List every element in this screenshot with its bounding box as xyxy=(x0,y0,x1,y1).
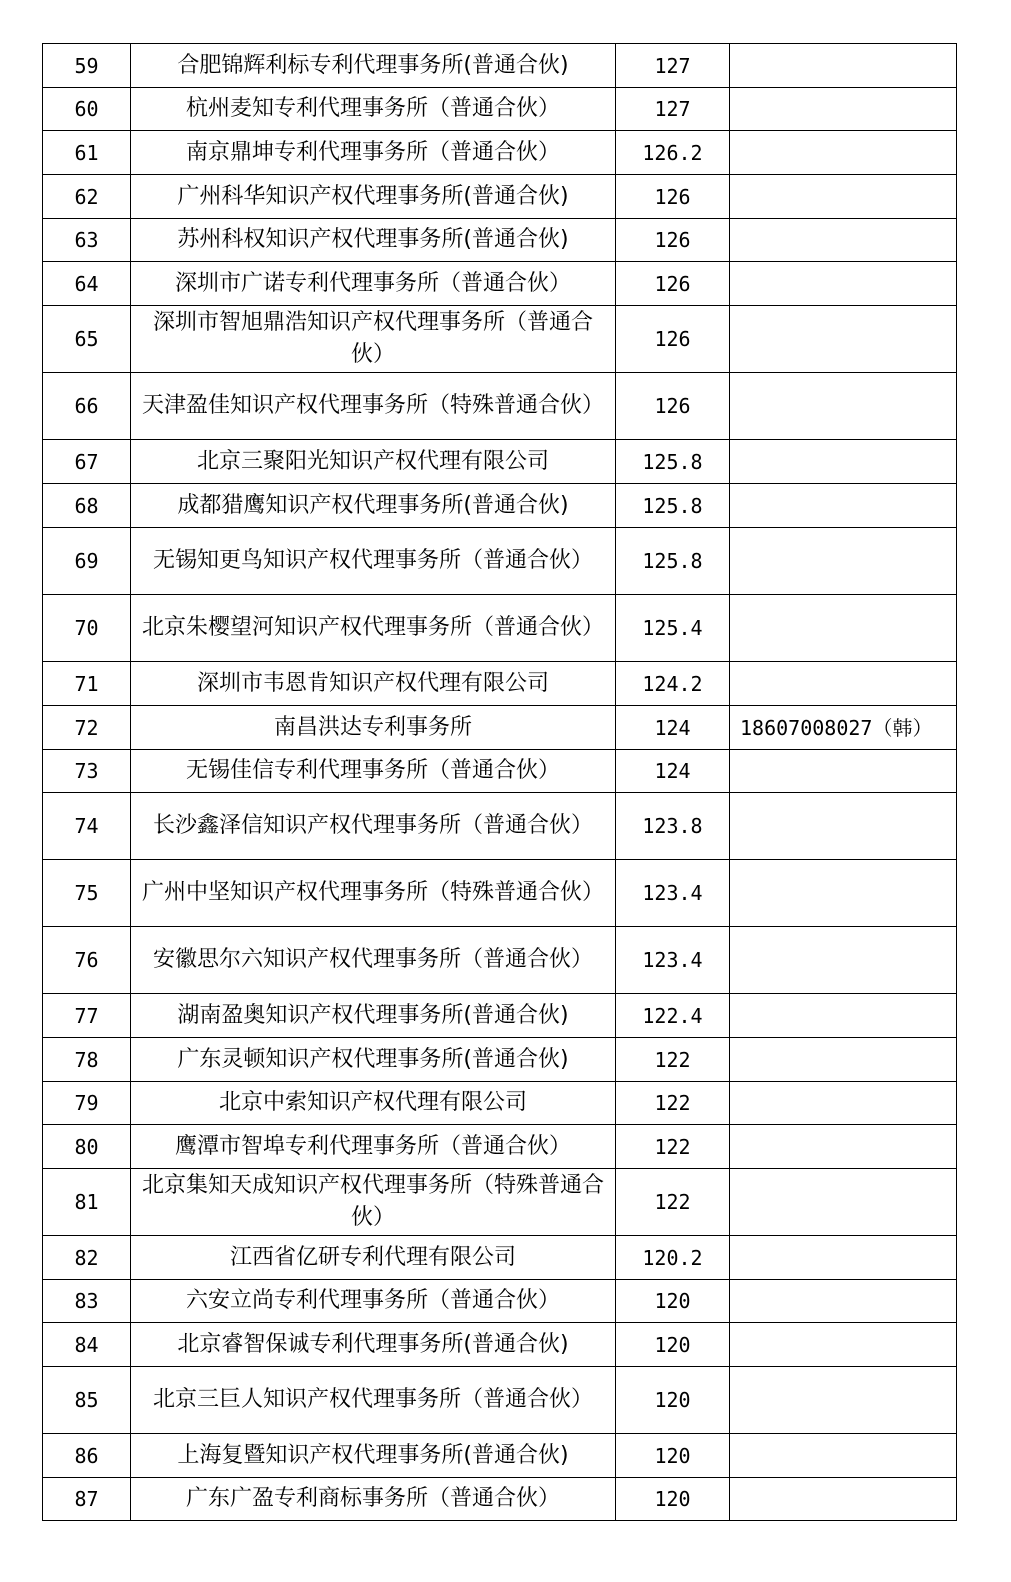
table-row xyxy=(43,44,957,88)
table-row xyxy=(43,706,957,750)
table-row xyxy=(43,88,957,131)
agency-name-cell: 成都猎鹰知识产权代理事务所(普通合伙) xyxy=(131,484,616,528)
row-number-cell: 78 xyxy=(43,1038,131,1082)
contact-cell xyxy=(730,528,957,595)
score-cell: 122 xyxy=(616,1125,730,1169)
table-row xyxy=(43,262,957,306)
contact-cell xyxy=(730,1367,957,1434)
row-number-cell: 81 xyxy=(43,1169,131,1236)
row-number-cell: 70 xyxy=(43,595,131,662)
table-row xyxy=(43,440,957,484)
row-number-cell: 83 xyxy=(43,1280,131,1323)
agency-name-cell: 上海复暨知识产权代理事务所(普通合伙) xyxy=(131,1434,616,1478)
row-number-cell: 76 xyxy=(43,927,131,994)
row-number-cell: 75 xyxy=(43,860,131,927)
agency-name-cell: 深圳市广诺专利代理事务所（普通合伙） xyxy=(131,262,616,306)
contact-cell xyxy=(730,131,957,175)
table-row xyxy=(43,1280,957,1323)
contact-cell xyxy=(730,1478,957,1521)
contact-cell xyxy=(730,1280,957,1323)
contact-cell xyxy=(730,1082,957,1125)
table-row xyxy=(43,994,957,1038)
score-cell: 126 xyxy=(616,262,730,306)
score-cell: 120 xyxy=(616,1478,730,1521)
score-cell: 126 xyxy=(616,219,730,262)
score-cell: 125.8 xyxy=(616,440,730,484)
table-row xyxy=(43,750,957,793)
agency-name-cell: 苏州科权知识产权代理事务所(普通合伙) xyxy=(131,219,616,262)
score-cell: 126 xyxy=(616,306,730,373)
row-number-cell: 79 xyxy=(43,1082,131,1125)
agency-name-cell: 天津盈佳知识产权代理事务所（特殊普通合伙） xyxy=(131,373,616,440)
score-cell: 122 xyxy=(616,1038,730,1082)
row-number-cell: 77 xyxy=(43,994,131,1038)
score-cell: 127 xyxy=(616,44,730,88)
score-cell: 126 xyxy=(616,175,730,219)
agency-name-cell: 安徽思尔六知识产权代理事务所（普通合伙） xyxy=(131,927,616,994)
row-number-cell: 68 xyxy=(43,484,131,528)
agency-name-cell: 无锡佳信专利代理事务所（普通合伙） xyxy=(131,750,616,793)
row-number-cell: 85 xyxy=(43,1367,131,1434)
contact-cell xyxy=(730,484,957,528)
table-row xyxy=(43,1236,957,1280)
score-cell: 123.4 xyxy=(616,927,730,994)
contact-cell: 18607008027（韩） xyxy=(730,706,957,750)
row-number-cell: 72 xyxy=(43,706,131,750)
agency-name-cell: 湖南盈奥知识产权代理事务所(普通合伙) xyxy=(131,994,616,1038)
agency-name-cell: 北京三巨人知识产权代理事务所（普通合伙） xyxy=(131,1367,616,1434)
row-number-cell: 64 xyxy=(43,262,131,306)
score-cell: 125.8 xyxy=(616,528,730,595)
table-row xyxy=(43,528,957,595)
row-number-cell: 80 xyxy=(43,1125,131,1169)
row-number-cell: 61 xyxy=(43,131,131,175)
contact-cell xyxy=(730,1038,957,1082)
contact-cell xyxy=(730,793,957,860)
row-number-cell: 60 xyxy=(43,88,131,131)
table-row xyxy=(43,860,957,927)
score-cell: 124.2 xyxy=(616,662,730,706)
agency-name-cell: 合肥锦辉利标专利代理事务所(普通合伙) xyxy=(131,44,616,88)
table-row xyxy=(43,662,957,706)
table-row xyxy=(43,927,957,994)
contact-cell xyxy=(730,175,957,219)
agency-name-cell: 鹰潭市智埠专利代理事务所（普通合伙） xyxy=(131,1125,616,1169)
score-cell: 123.4 xyxy=(616,860,730,927)
contact-cell xyxy=(730,262,957,306)
agency-name-cell: 无锡知更鸟知识产权代理事务所（普通合伙） xyxy=(131,528,616,595)
agency-name-cell: 广州中坚知识产权代理事务所（特殊普通合伙） xyxy=(131,860,616,927)
contact-cell xyxy=(730,44,957,88)
row-number-cell: 59 xyxy=(43,44,131,88)
agency-name-cell: 北京中索知识产权代理有限公司 xyxy=(131,1082,616,1125)
row-number-cell: 87 xyxy=(43,1478,131,1521)
contact-cell xyxy=(730,373,957,440)
table-row xyxy=(43,1323,957,1367)
table-row xyxy=(43,1082,957,1125)
contact-cell xyxy=(730,662,957,706)
row-number-cell: 66 xyxy=(43,373,131,440)
score-cell: 122 xyxy=(616,1169,730,1236)
score-cell: 120 xyxy=(616,1280,730,1323)
score-cell: 122 xyxy=(616,1082,730,1125)
agency-name-cell: 北京三聚阳光知识产权代理有限公司 xyxy=(131,440,616,484)
contact-cell xyxy=(730,750,957,793)
row-number-cell: 71 xyxy=(43,662,131,706)
table-body xyxy=(43,44,957,1521)
score-cell: 125.8 xyxy=(616,484,730,528)
contact-cell xyxy=(730,1236,957,1280)
row-number-cell: 69 xyxy=(43,528,131,595)
row-number-cell: 63 xyxy=(43,219,131,262)
score-cell: 120 xyxy=(616,1367,730,1434)
contact-cell xyxy=(730,88,957,131)
row-number-cell: 67 xyxy=(43,440,131,484)
table-row xyxy=(43,373,957,440)
row-number-cell: 65 xyxy=(43,306,131,373)
agency-name-cell: 长沙鑫泽信知识产权代理事务所（普通合伙） xyxy=(131,793,616,860)
score-cell: 124 xyxy=(616,706,730,750)
contact-cell xyxy=(730,595,957,662)
agency-name-cell: 广东广盈专利商标事务所（普通合伙） xyxy=(131,1478,616,1521)
contact-cell xyxy=(730,440,957,484)
score-cell: 126.2 xyxy=(616,131,730,175)
contact-cell xyxy=(730,1169,957,1236)
score-cell: 122.4 xyxy=(616,994,730,1038)
table-row xyxy=(43,1038,957,1082)
contact-cell xyxy=(730,1323,957,1367)
table-row xyxy=(43,595,957,662)
contact-cell xyxy=(730,860,957,927)
row-number-cell: 84 xyxy=(43,1323,131,1367)
agency-name-cell: 江西省亿研专利代理有限公司 xyxy=(131,1236,616,1280)
row-number-cell: 73 xyxy=(43,750,131,793)
table-row xyxy=(43,1125,957,1169)
table-row xyxy=(43,484,957,528)
score-cell: 126 xyxy=(616,373,730,440)
table-row xyxy=(43,306,957,373)
score-cell: 127 xyxy=(616,88,730,131)
contact-cell xyxy=(730,927,957,994)
row-number-cell: 82 xyxy=(43,1236,131,1280)
contact-cell xyxy=(730,306,957,373)
agency-name-cell: 广州科华知识产权代理事务所(普通合伙) xyxy=(131,175,616,219)
row-number-cell: 62 xyxy=(43,175,131,219)
agency-name-cell: 北京睿智保诚专利代理事务所(普通合伙) xyxy=(131,1323,616,1367)
table-row xyxy=(43,1434,957,1478)
table-row xyxy=(43,1367,957,1434)
table-row xyxy=(43,1169,957,1236)
contact-cell xyxy=(730,219,957,262)
table-row xyxy=(43,793,957,860)
score-cell: 123.8 xyxy=(616,793,730,860)
table-row xyxy=(43,175,957,219)
row-number-cell: 86 xyxy=(43,1434,131,1478)
table-row xyxy=(43,219,957,262)
table-row xyxy=(43,1478,957,1521)
score-cell: 120.2 xyxy=(616,1236,730,1280)
agency-name-cell: 广东灵顿知识产权代理事务所(普通合伙) xyxy=(131,1038,616,1082)
agency-name-cell: 深圳市智旭鼎浩知识产权代理事务所（普通合伙） xyxy=(131,306,616,373)
contact-cell xyxy=(730,994,957,1038)
score-cell: 124 xyxy=(616,750,730,793)
agency-name-cell: 南昌洪达专利事务所 xyxy=(131,706,616,750)
agency-name-cell: 六安立尚专利代理事务所（普通合伙） xyxy=(131,1280,616,1323)
contact-cell xyxy=(730,1125,957,1169)
row-number-cell: 74 xyxy=(43,793,131,860)
agency-name-cell: 深圳市韦恩肯知识产权代理有限公司 xyxy=(131,662,616,706)
score-cell: 120 xyxy=(616,1323,730,1367)
agency-name-cell: 南京鼎坤专利代理事务所（普通合伙） xyxy=(131,131,616,175)
agency-name-cell: 北京集知天成知识产权代理事务所（特殊普通合伙） xyxy=(131,1169,616,1236)
agency-ranking-table xyxy=(42,43,957,1521)
score-cell: 125.4 xyxy=(616,595,730,662)
agency-name-cell: 杭州麦知专利代理事务所（普通合伙） xyxy=(131,88,616,131)
score-cell: 120 xyxy=(616,1434,730,1478)
table-row xyxy=(43,131,957,175)
agency-name-cell: 北京朱樱望河知识产权代理事务所（普通合伙） xyxy=(131,595,616,662)
contact-cell xyxy=(730,1434,957,1478)
